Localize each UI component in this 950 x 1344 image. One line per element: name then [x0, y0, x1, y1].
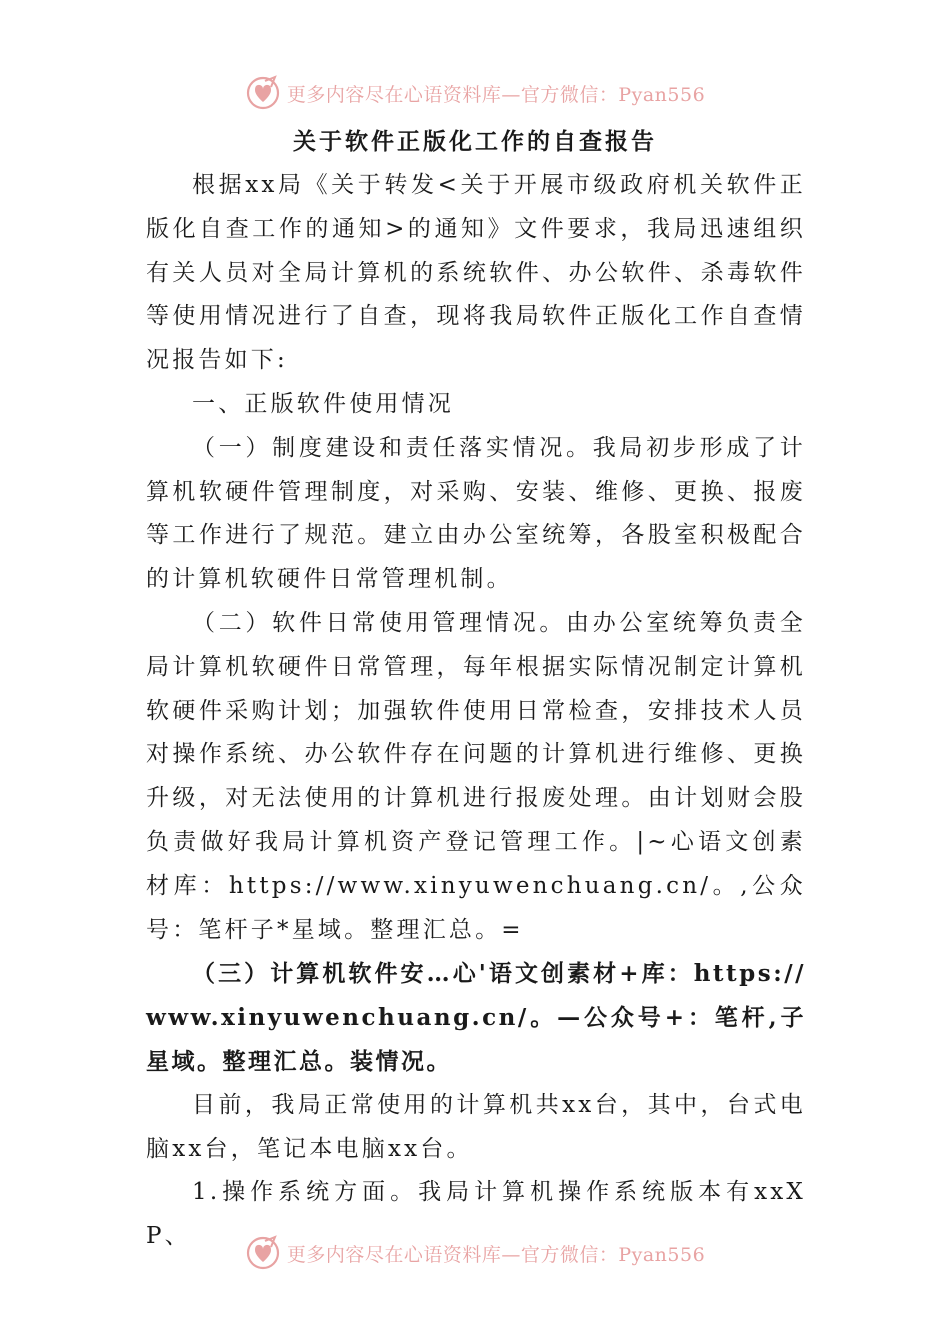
- heart-logo-icon: [245, 1235, 281, 1271]
- heart-logo-icon: [245, 75, 281, 111]
- watermark-text: 更多内容尽在心语资料库—官方微信：Pyan556: [286, 83, 706, 106]
- watermark-banner-bottom: [0, 1233, 950, 1273]
- paragraph-system-building: （一）制度建设和责任落实情况。我局初步形成了计算机软硬件管理制度，对采购、安装、维修、更换、报废等工作进行了规范。建立由办公室统筹，各股室积极配合的计算机软硬件日常管理机制。: [146, 434, 806, 593]
- watermark-text: 更多内容尽在心语资料库—官方微信：Pyan556: [286, 1243, 706, 1266]
- paragraph-operating-system: 1.操作系统方面。我局计算机操作系统版本有xxXP、: [146, 1179, 806, 1250]
- document-body: [146, 164, 806, 1259]
- watermark-banner-top: [0, 73, 950, 113]
- document-title: 关于软件正版化工作的自查报告: [293, 128, 657, 155]
- section-heading-1: 一、正版软件使用情况: [192, 390, 454, 417]
- paragraph-daily-management: （二）软件日常使用管理情况。由办公室统筹负责全局计算机软硬件日常管理，每年根据实际情况制定计算机软硬件采购计划；加强软件使用日常检查，安排技术人员对操作系统、办公软件存在问题的计算机进行维修、更换升级，对无法使用的计算机进行报废处理。由计划财会股负责做好我局计算机资产登记管理工作。|~心语文创素材库：https://www.xinyuwenchuang.cn/。,公众号：笔杆子*星域。整理汇总。=: [146, 609, 806, 943]
- paragraph-intro: 根据xx局《关于转发<关于开展市级政府机关软件正版化自查工作的通知>的通知》文件要求，我局迅速组织有关人员对全局计算机的系统软件、办公软件、杀毒软件等使用情况进行了自查，现将我局软件正版化工作自查情况报告如下:: [146, 172, 806, 374]
- paragraph-computer-count: 目前，我局正常使用的计算机共xx台，其中，台式电脑xx台，笔记本电脑xx台。: [146, 1091, 806, 1162]
- paragraph-software-installation: （三）计算机软件安…心'语文创素材+库：https://www.xinyuwenchuang.cn/。—公众号+：笔杆,子星域。整理汇总。装情况。: [146, 960, 806, 1075]
